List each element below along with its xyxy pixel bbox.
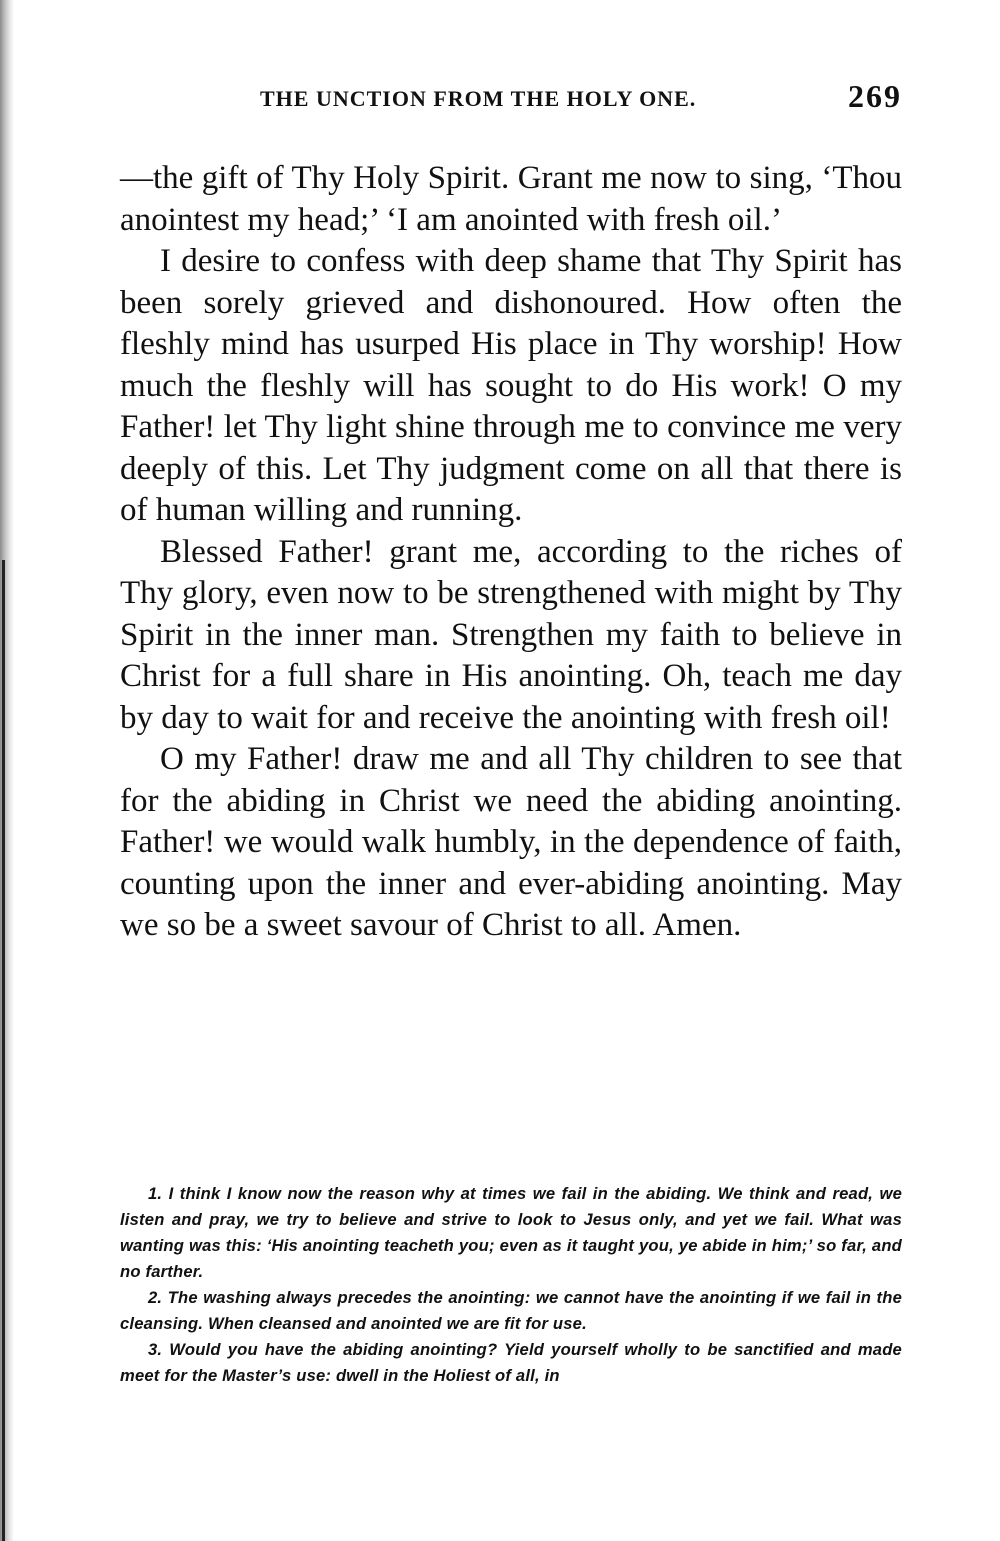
paragraph-2: I desire to confess with deep shame that Thy Spirit has been sorely grieved and dishonoured. How often the fleshly mind has usurped His place in Thy worship! How much the fleshly will has sought to do His work! O my Father! let Thy light shine through me to convince me very deeply of this. Let Thy judgment come on all that there is of human willing and running. (120, 243, 902, 528)
running-title: THE UNCTION FROM THE HOLY ONE. (260, 86, 697, 111)
paragraph-3: Blessed Father! grant me, according to the riches of Thy glory, even now to be strengthened with might by Thy Spirit in the inner man. Strengthen my faith to believe in Christ for a full share in His anointing. Oh, teach me day by day to wait for and receive the anointing with fresh oil! (120, 533, 902, 736)
page-edge-line (2, 560, 5, 1541)
note-1: 1. I think I know now the reason why at times we fail in the abiding. We think and read, we listen and pray, we try to believe and strive to look to Jesus only, and yet we fail. What was wanting was this: ‘His anointing teacheth you; even as it taught you, ye abide in him;’ so far, and no farther. (120, 1184, 902, 1281)
page-number: 269 (848, 78, 902, 114)
footnotes (120, 1181, 902, 1389)
paragraph-4: O my Father! draw me and all Thy children to see that for the abiding in Christ we need the abiding anointing. Father! we would walk humbly, in the dependence of faith, counting upon the inner and ever-abiding anointing. May we so be a sweet savour of Christ to all. Amen. (120, 741, 902, 943)
body-text (120, 158, 902, 947)
paragraph-1: —the gift of Thy Holy Spirit. Grant me now to sing, ‘Thou anointest my head;’ ‘I am anointed with fresh oil.’ (120, 160, 902, 238)
note-3: 3. Would you have the abiding anointing? Yield yourself wholly to be sanctified and made meet for the Master’s use: dwell in the Holiest of all, in (120, 1340, 902, 1385)
page-header (120, 78, 902, 122)
note-2: 2. The washing always precedes the anointing: we cannot have the anointing if we fail in the cleansing. When cleansed and anointed we are fit for use. (120, 1288, 902, 1333)
